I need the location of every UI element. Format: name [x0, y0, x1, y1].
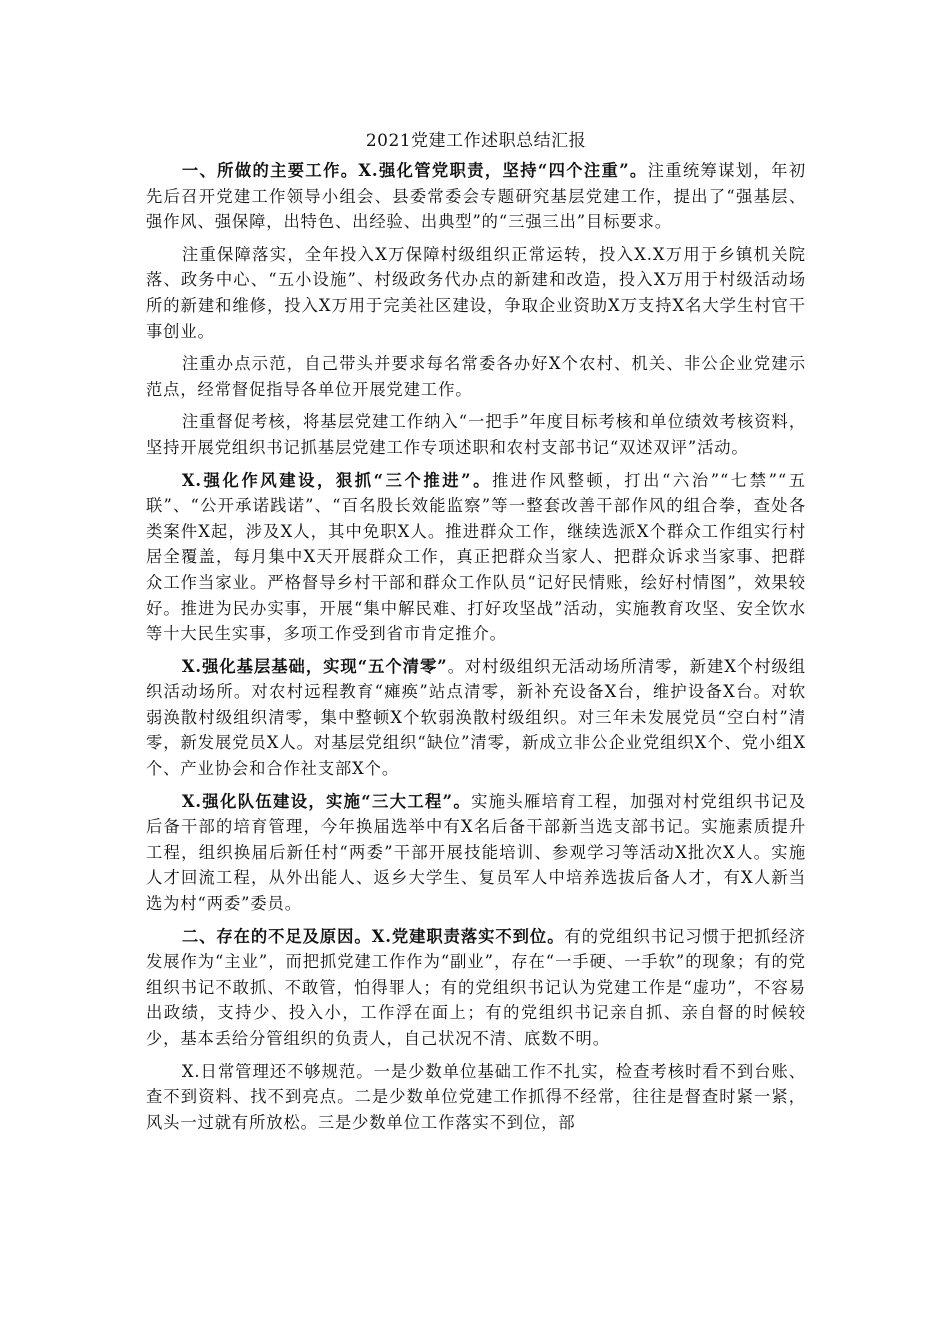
paragraph-heading: X.强化队伍建设，实施“三大工程”。 — [181, 791, 472, 811]
paragraph-text: 注重督促考核，将基层党建工作纳入“一把手”年度目标考核和单位绩效考核资料，坚持开展党组织书记抓基层党建工作专项述职和农村支部书记“双述双评”活动。 — [146, 412, 806, 457]
paragraph — [146, 409, 806, 460]
paragraph-heading: X.强化作风建设，狠抓“三个推进”。 — [181, 470, 493, 490]
paragraph — [146, 1059, 806, 1136]
paragraph-heading: X.强化基层基础，实现“五个清零” — [181, 656, 448, 676]
paragraph — [146, 654, 806, 782]
paragraph-heading: 二、存在的不足及原因。X.党建职责落实不到位。 — [181, 926, 565, 946]
paragraph-heading: 一、所做的主要工作。X.强化管党职责，坚持“四个注重”。 — [181, 161, 648, 180]
paragraph — [146, 242, 806, 344]
paragraph — [146, 158, 806, 235]
paragraph-text: 有的党组织书记习惯于把抓经济发展作为“主业”，而把抓党建工作作为“副业”，存在“一手硬、一手软”的现象；有的党组织书记不敢抓、不敢管，怕得罪人；有的党组织书记认为党建工作是“虚功”，不容易出政绩，支持少、投入小，工作浮在面上；有的党组织书记亲自抓、亲自督的时候较少，基本丢给分管组织的负责人，自己状况不清、底数不明。 — [146, 926, 806, 1048]
paragraph — [146, 789, 806, 917]
paragraph-text: 注重保障落实，全年投入X万保障村级组织正常运转，投入X.X万用于乡镇机关院落、政务中心、“五小设施”、村级政务代办点的新建和改造，投入X万用于村级活动场所的新建和维修，投入X万用于完美社区建设，争取企业资助X万支持X名大学生村官干事创业。 — [146, 244, 806, 341]
paragraph — [146, 468, 806, 647]
paragraph — [146, 924, 806, 1052]
paragraph-text: X.日常管理还不够规范。一是少数单位基础工作不扎实，检查考核时看不到台账、查不到资料、找不到亮点。二是少数单位党建工作抓得不经常，往往是督查时紧一紧，风头一过就有所放松。三是少数单位工作落实不到位，部 — [146, 1061, 806, 1132]
document-title: 2021党建工作述职总结汇报 — [365, 131, 587, 151]
document-page — [146, 128, 806, 1142]
paragraph-text: 注重办点示范，自己带头并要求每名常委各办好X个农村、机关、非公企业党建示范点，经常督促指导各单位开展党建工作。 — [146, 354, 806, 399]
paragraph — [146, 351, 806, 402]
paragraph-text: 推进作风整顿，打出“六治”“七禁”“五联”、“公开承诺践诺”、“百名股长效能监察”等一整套改善干部作风的组合拳，查处各类案件X起，涉及X人，其中免职X人。推进群众工作，继续选派X个群众工作组实行村居全覆盖，每月集中X天开展群众工作，真正把群众当家人、把群众诉求当家事、把群众工作当家业。严格督导乡村干部和群众工作队员“记好民情账，绘好村情图”，效果较好。推进为民办实事，开展“集中解民难、打好攻坚战”活动，实施教育攻坚、安全饮水等十大民生实事，多项工作受到省市肯定推介。 — [146, 470, 806, 644]
paragraph-text: 实施头雁培育工程，加强对村党组织书记及后备干部的培育管理，今年换届选举中有X名后备干部新当选支部书记。实施素质提升工程，组织换届后新任村“两委”干部开展技能培训、参观学习等活动X批次X人。实施人才回流工程，从外出能人、返乡大学生、复员军人中培养选拔后备人才，有X人新当选为村“两委”委员。 — [146, 791, 807, 914]
paragraph-text: 。对村级组织无活动场所清零，新建X个村级组织活动场所。对农村远程教育“瘫痪”站点清零，新补充设备X台，维护设备X台。对软弱涣散村级组织清零，集中整顿X个软弱涣散村级组织。对三年未发展党员“空白村”清零，新发展党员X人。对基层党组织“缺位”清零，新成立非公企业党组织X个、党小组X个、产业协会和合作社支部X个。 — [146, 656, 806, 779]
paragraph-text: 注重统筹谋划，年初先后召开党建工作领导小组会、县委常委会专题研究基层党建工作，提出了“强基层、强作风、强保障，出特色、出经验、出典型”的“三强三出”目标要求。 — [146, 161, 807, 232]
